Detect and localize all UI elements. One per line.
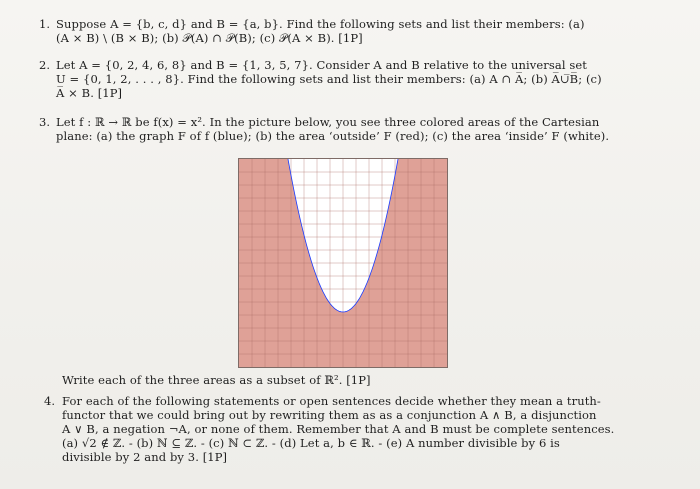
item-2-line-3: A̅ × B. [1P] [56,86,123,100]
item-2-number: 2. [39,58,50,72]
item-3-line-2: plane: (a) the graph F of f (blue); (b) the area ‘outside’ F (red); (c) the area ‘inside’ F (white). [56,129,610,143]
item-4-number: 4. [44,394,55,408]
item-4-line-5: divisible by 2 and by 3. [1P] [62,450,228,464]
item-4-line-1: For each of the following statements or open sentences decide whether they mean a truth- [62,394,601,408]
item-3-task: Write each of the three areas as a subset of ℝ². [1P] [62,373,371,387]
item-1-line-2: (A × B) \ (B × B); (b) 𝒫(A) ∩ 𝒫(B); (c) 𝒫(A × B). [1P] [56,31,363,45]
item-4-line-4: (a) √2 ∉ ℤ. - (b) ℕ ⊆ ℤ. - (c) ℕ ⊂ ℤ. - (d) Let a, b ∈ ℝ. - (e) A number divisible by 6 is [62,436,560,450]
parabola-figure [238,158,448,368]
item-3-line-1: Let f : ℝ → ℝ be f(x) = x². In the picture below, you see three colored areas of the Cartesian [56,115,600,129]
item-4-line-3: A ∨ B, a negation ¬A, or none of them. Remember that A and B must be complete sentences. [62,422,615,436]
item-1-line-1: Suppose A = {b, c, d} and B = {a, b}. Find the following sets and list their members: (a) [56,17,585,31]
item-4-line-2: functor that we could bring out by rewriting them as as a conjunction A ∧ B, a disjunction [62,408,597,422]
item-2-line-1: Let A = {0, 2, 4, 6, 8} and B = {1, 3, 5, 7}. Consider A and B relative to the universal set [56,58,587,72]
parabola-plot [239,159,447,367]
item-2-line-2: U = {0, 1, 2, . . . , 8}. Find the following sets and list their members: (a) A ∩ A̅; (b) A̅∪̅B̅; (c) [56,72,602,86]
item-3-number: 3. [39,115,50,129]
item-1-number: 1. [39,17,50,31]
